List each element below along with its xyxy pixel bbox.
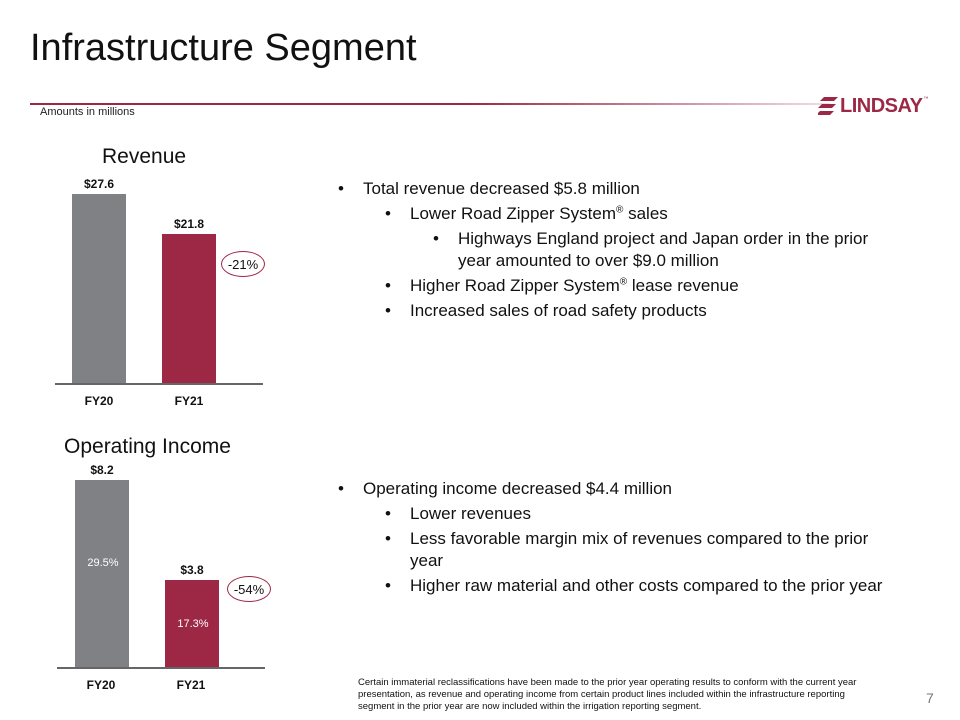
list-item: • Operating income decreased $4.4 million bbox=[338, 479, 673, 498]
list-item: • Total revenue decreased $5.8 million bbox=[338, 179, 640, 198]
bullet-icon: • bbox=[385, 204, 391, 223]
income-category-fy21: FY21 bbox=[176, 678, 206, 692]
logo-trademark: ™ bbox=[923, 96, 929, 102]
income-x-axis bbox=[57, 667, 265, 669]
list-item: • Lower revenues bbox=[385, 504, 531, 523]
revenue-value-fy20: $27.6 bbox=[83, 177, 115, 191]
title-divider bbox=[30, 103, 830, 105]
bullet-icon: • bbox=[433, 229, 439, 248]
list-item: • Higher Road Zipper System® lease revenue bbox=[385, 276, 739, 295]
income-margin-fy21: 17.3% bbox=[177, 618, 209, 630]
income-bar-fy20 bbox=[75, 480, 129, 667]
list-item: • Less favorable margin mix of revenues compared to the prior year bbox=[385, 529, 869, 570]
bullet-icon: • bbox=[385, 529, 391, 548]
revenue-bar-fy21 bbox=[162, 234, 216, 383]
lindsay-stripes-icon bbox=[818, 97, 838, 115]
list-item: • Higher raw material and other costs compared to the prior year bbox=[385, 576, 883, 595]
page-title: Infrastructure Segment bbox=[30, 27, 417, 69]
list-item: • Lower Road Zipper System® sales bbox=[385, 204, 668, 223]
revenue-category-fy20: FY20 bbox=[84, 394, 114, 408]
bullet-icon: • bbox=[385, 276, 391, 295]
revenue-value-fy21: $21.8 bbox=[173, 217, 205, 231]
list-item: • Increased sales of road safety products bbox=[385, 301, 707, 320]
income-bullet-list bbox=[338, 478, 898, 600]
income-chart-title: Operating Income bbox=[64, 435, 231, 458]
income-category-fy20: FY20 bbox=[86, 678, 116, 692]
income-value-fy21: $3.8 bbox=[180, 563, 204, 577]
income-margin-fy20: 29.5% bbox=[87, 557, 119, 569]
income-change-badge: -54% bbox=[227, 576, 271, 602]
bullet-icon: • bbox=[338, 479, 344, 498]
income-value-fy20: $8.2 bbox=[90, 463, 114, 477]
list-item: • Highways England project and Japan order in the prior year amounted to over $9.0 million bbox=[433, 229, 869, 270]
revenue-category-fy21: FY21 bbox=[174, 394, 204, 408]
bullet-icon: • bbox=[385, 504, 391, 523]
units-note: Amounts in millions bbox=[40, 106, 135, 118]
revenue-x-axis bbox=[55, 383, 263, 385]
revenue-chart-title: Revenue bbox=[102, 145, 187, 168]
footnote: Certain immaterial reclassifications have been made to the prior year operating results to conform with the current year presentation, as revenue and operating income from certain product lines included within the infrastructure reporting segment in the prior year are now included within the irrigation reporting segment. bbox=[358, 677, 857, 712]
bullet-icon: • bbox=[338, 179, 344, 198]
revenue-bar-fy20 bbox=[72, 194, 126, 383]
page-number: 7 bbox=[926, 690, 934, 706]
lindsay-logo bbox=[818, 96, 928, 116]
revenue-bullet-list bbox=[338, 178, 898, 325]
revenue-change-badge: -21% bbox=[221, 251, 265, 277]
bullet-icon: • bbox=[385, 301, 391, 320]
logo-text: LINDSAY bbox=[840, 95, 923, 117]
bullet-icon: • bbox=[385, 576, 391, 595]
